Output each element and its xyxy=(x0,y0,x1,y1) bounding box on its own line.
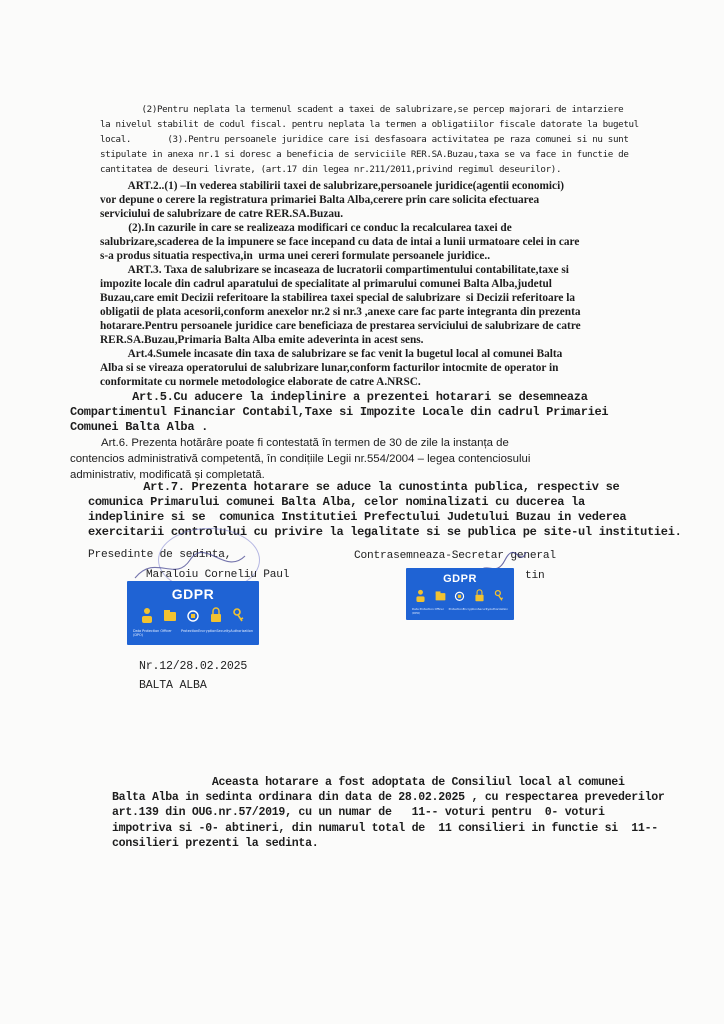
text-line: Art.4.Sumele incasate din taxa de salubrizare se fac venit la bugetul local al comunei Balta xyxy=(100,348,563,360)
padlock-icon xyxy=(473,588,486,603)
text-line: exercitarii controlului cu privire la legalitate si se publica pe site-ul institutiei. xyxy=(88,525,682,539)
decision-place: BALTA ALBA xyxy=(139,679,207,692)
text-line: RER.SA.Buzau,Primaria Balta Alba emite adeverinta in acest sens. xyxy=(100,334,424,346)
user-shield-icon xyxy=(139,606,155,624)
text-line: Comunei Balta Alba . xyxy=(70,420,209,434)
text-line: Balta Alba in sedinta ordinara din data de 28.02.2025 , cu respectarea prevederilor xyxy=(112,791,665,805)
text-line: stipulate in anexa nr.1 si doresc a beneficia de serviciile RER.SA.Buzau,taxa se va face in functie de xyxy=(100,149,629,160)
text-line: art.139 din OUG.nr.57/2019, cu un numar de 11-- voturi pentru 0- voturi xyxy=(112,806,605,820)
folder-icon xyxy=(162,606,178,624)
text-line: ART.3. Taxa de salubrizare se incaseaza de lucratorii compartimentului contabilitate,taxe si xyxy=(100,264,569,276)
gdpr-title: GDPR xyxy=(171,586,215,602)
gdpr-caption: Authorization xyxy=(489,607,508,611)
decision-number: Nr.12/28.02.2025 xyxy=(139,660,248,673)
text-line: la nivelul stabilit de codul fiscal. pentru neplata la termen a obligatiilor fiscale datorate la bugetul xyxy=(100,119,639,130)
gdpr-caption: Data Protection Officer (DPO) xyxy=(412,607,444,615)
text-line: comunica Primarului comunei Balta Alba, celor nominalizati cu ducerea la xyxy=(88,495,585,509)
text-line: ART.2..(1) –In vederea stabilirii taxei de salubrizare,persoanele juridice(agentii economici) xyxy=(100,180,564,192)
folder-icon xyxy=(434,588,447,603)
user-shield-icon xyxy=(414,588,427,603)
key-icon xyxy=(231,606,247,624)
text-line: s-a produs situatia respectiva,in urma unei cereri formulate persoanele juridice.. xyxy=(100,250,491,262)
signature-left-name: Maraloiu Corneliu Paul xyxy=(146,569,290,581)
text-line: Compartimentul Financiar Contabil,Taxe si Impozite Locale din cadrul Primariei xyxy=(70,405,609,419)
padlock-icon xyxy=(208,606,224,624)
signature-right-name-fragment: tin xyxy=(525,570,545,582)
text-line: impozite locale din cadrul aparatului de specialitate al primarului comunei Balta Alba,judetul xyxy=(100,278,552,290)
text-line: (2)Pentru neplata la termenul scadent a taxei de salubrizare,se percep majorari de intarziere xyxy=(100,104,624,115)
gdpr-caption: Security xyxy=(477,607,490,611)
text-line: local. (3).Pentru persoanele juridice care isi desfasoara activitatea pe raza comunei si nu sunt xyxy=(100,134,629,145)
text-line: indeplinire si se comunica Institutiei Prefectului Judetului Buzau in vederea xyxy=(88,510,627,524)
text-line: impotriva si -0- abtineri, din numarul total de 11 consilieri in functie si 11-- xyxy=(112,821,658,835)
gdpr-captions xyxy=(406,607,514,615)
gdpr-icon-row xyxy=(127,606,259,624)
gdpr-caption: Protection xyxy=(448,607,463,611)
gdpr-caption: Encryption xyxy=(462,607,478,611)
text-line: obligatii de plata acesorii,conform anexelor nr.2 si nr.3 ,anexe care fac parte integranta din prezenta xyxy=(100,306,581,318)
gdpr-caption: Authorization xyxy=(230,629,253,633)
text-line: vor depune o cerere la registratura primariei Balta Alba,cerere prin care solicita efectuarea xyxy=(100,194,540,206)
text-line: administrativ, modificată și completată. xyxy=(70,469,265,481)
gdpr-caption: Data Protection Officer (DPO) xyxy=(133,629,172,637)
text-line: consilieri prezenti la sedinta. xyxy=(112,836,319,850)
adoption-note xyxy=(112,775,665,851)
gdpr-redaction-badge-right xyxy=(406,568,514,620)
gdpr-captions xyxy=(127,629,259,637)
text-line: hotarare.Pentru persoanele juridice care beneficiaza de prestarea serviciului de salubrizare de catre xyxy=(100,320,581,332)
text-line: contencios administrativă competentă, în condițiile Legii nr.554/2004 – legea contenciosului xyxy=(70,453,531,465)
text-line: conformitate cu normele metodologice elaborate de catre A.NRSC. xyxy=(100,376,421,388)
text-line: Buzau,care emit Decizii referitoare la stabilirea taxei special de salubrizare si Decizii referitoare la xyxy=(100,292,576,304)
text-line: Art.6. Prezenta hotărâre poate fi contestată în termen de 30 de zile la instanța de xyxy=(70,437,509,449)
text-line: Alba si se vireaza operatorului de salubrizare lunar,conform facturilor intocmite de operator in xyxy=(100,362,559,374)
text-line: Art.7. Prezenta hotarare se aduce la cunostinta publica, respectiv se xyxy=(88,480,620,494)
signature-left-label: Presedinte de sedinta, xyxy=(88,549,232,561)
gdpr-redaction-badge-left xyxy=(127,581,259,645)
gdpr-icon-row xyxy=(406,588,514,603)
text-line: Art.5.Cu aducere la indeplinire a prezentei hotarari se desemneaza xyxy=(70,390,588,404)
key-icon xyxy=(493,588,506,603)
signature-right-label: Contrasemneaza-Secretar general xyxy=(354,550,556,562)
gdpr-caption: Encryption xyxy=(198,629,217,633)
gdpr-title: GDPR xyxy=(443,573,477,585)
text-line: cantitatea de deseuri livrate, (art.17 din legea nr.211/2011,privind regimul deseurilor). xyxy=(100,164,562,175)
gdpr-caption: Protection xyxy=(180,629,199,633)
gear-lock-icon xyxy=(453,588,466,603)
text-line: serviciului de salubrizare de catre RER.SA.Buzau. xyxy=(100,208,344,220)
gear-lock-icon xyxy=(185,606,201,624)
text-line: salubrizare,scaderea de la impunere se face incepand cu data de intai a lunii urmatoare celei in care xyxy=(100,236,580,248)
text-line: (2).In cazurile in care se realizeaza modificari ce conduc la recalcularea taxei de xyxy=(100,222,512,234)
text-line: Aceasta hotarare a fost adoptata de Consiliul local al comunei xyxy=(112,776,625,789)
gdpr-caption: Security xyxy=(216,629,231,633)
